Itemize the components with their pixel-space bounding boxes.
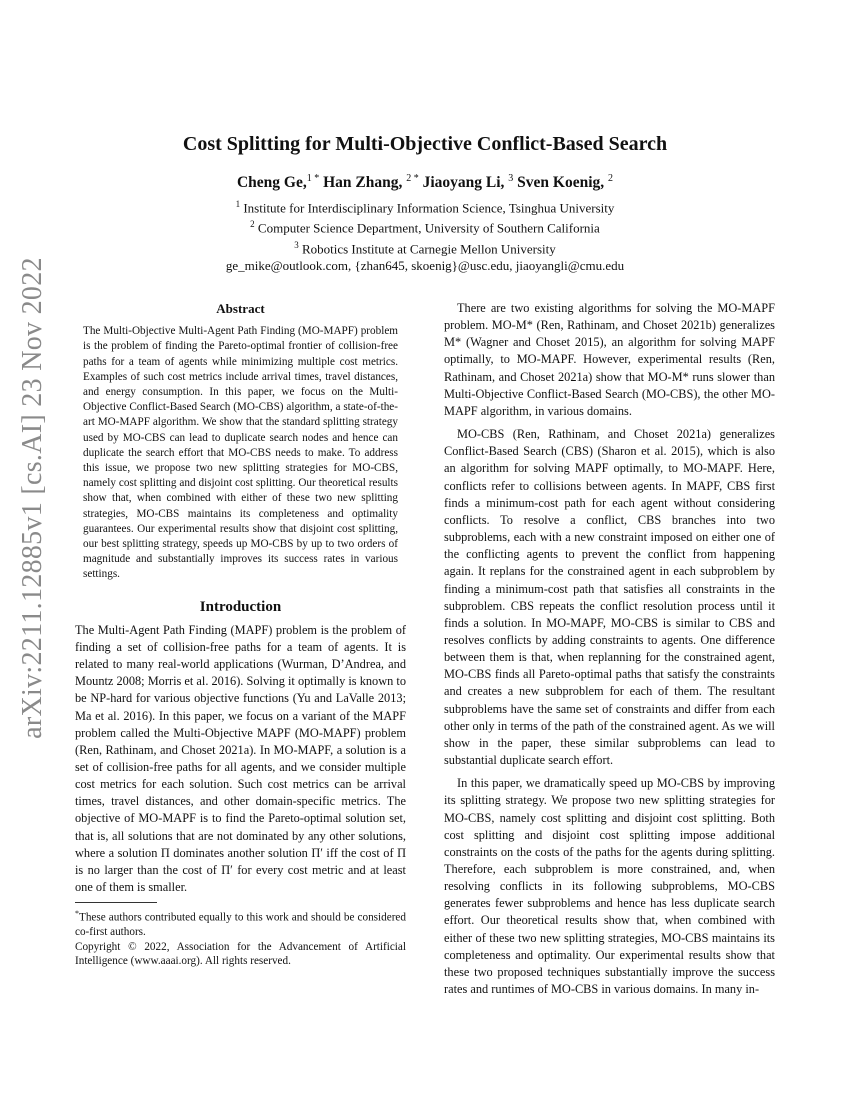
email-line: ge_mike@outlook.com, {zhan645, skoenig}@usc.edu, jiaoyangli@cmu.edu xyxy=(225,257,625,273)
author-affiliation-mark: 2 * xyxy=(406,173,419,184)
footnote-divider xyxy=(75,902,157,903)
arxiv-stamp xyxy=(12,256,54,739)
affiliation-block xyxy=(75,196,775,274)
affiliation-line: $^1$ Institute for Interdisciplinary Information Science, Tsinghua University xyxy=(235,199,615,216)
left-column xyxy=(75,300,406,969)
right-column xyxy=(444,300,775,998)
affiliation-line: $^3$ Robotics Institute at Carnegie Mellon University xyxy=(294,239,556,256)
arxiv-id: arXiv:2211.12885v1 [cs.AI] 23 Nov 2022 xyxy=(17,256,49,739)
abstract-text: The Multi-Objective Multi-Agent Path Finding (MO-MAPF) problem is the problem of finding the Pareto-optimal frontier of collision-free paths for a team of agents while minimizing multiple cost metrics. Examples of such cost metrics include arrival times, travel distances, and energy consumption. In this paper, we focus on the Multi-Objective Conflict-Based Search (MO-CBS) algorithm, a state-of-the-art MO-MAPF algorithm. We show that the standard splitting strategy used by MO-CBS can lead to duplicate search nodes and hence can duplicate the search effort that MO-CBS needs to make. To address this issue, we propose two new splitting strategies for MO-CBS, namely cost splitting and disjoint cost splitting. Our theoretical results show that, when combined with either of these two new splitting strategies, MO-CBS maintains its completeness and optimality guarantees. Our experimental results show that disjoint cost splitting, our best splitting strategy, speeds up MO-CBS by up to two orders of magnitude and substantially improves its success rates in various settings. xyxy=(83,325,398,581)
author-list xyxy=(75,173,775,192)
introduction-paragraph: The Multi-Agent Path Finding (MAPF) problem is the problem of finding a set of collision-free paths for a team of agents. It is related to many real-world applications (Wurman, D’Andrea, and Mountz 2008; Morris et al. 2016). Solving it optimally is known to be NP-hard for various objective functions (Yu and LaValle 2013; Ma et al. 2016). In this paper, we focus on a variant of the MAPF problem called the Multi-Objective MAPF (MO-MAPF) problem (Ren, Rathinam, and Choset 2021a). In MO-MAPF, a solution is a set of collision-free paths for all agents, and we consider multiple cost metrics for each solution. Such cost metrics can be arrival times, travel distances, and other domain-specific metrics. The objective of MO-MAPF is to find the Pareto-optimal solution set, that is, all solutions that are not dominated by any other solutions, where a solution Π dominates another solution Π′ iff the cost of Π is no larger than the cost of Π′ for every cost metric and at least one of them is smaller. xyxy=(75,622,406,895)
body-paragraph: MO-CBS (Ren, Rathinam, and Choset 2021a) generalizes Conflict-Based Search (CBS) (Sharon et al. 2015), which is also an algorithm for solving MAPF optimally, to MO-MAPF. Here, conflicts refer to collisions between agents. In MAPF, CBS first finds a minimum-cost path for each agent without considering conflicts. To resolve a conflict, CBS branches into two subproblems, each with a new constraint imposed on either one of the conflicting agents to prevent the conflict from happening again. It replans for the constrained agent in each subproblem by finding a minimum-cost path that satisfies all constraints in the subproblem. CBS repeats the conflict resolution process until it finds a solution. In MO-MAPF, MO-CBS is similar to CBS and resolves conflicts by adding constraints to agents. One difference between them is that, when replanning for the constrained agent, MO-CBS finds all Pareto-optimal paths that satisfy the constraints and creates a new subproblem for each of them. The resultant subproblems have the same set of constraints and differ from each other only in terms of the path of the constrained agent. As we will show in the paper, these similar subproblems can lead to substantial duplicate search effort. xyxy=(444,427,775,768)
paper-title: Cost Splitting for Multi-Objective Conflict-Based Search xyxy=(182,133,668,155)
body-paragraph: There are two existing algorithms for solving the MO-MAPF problem. MO-M* (Ren, Rathinam, and Choset 2021b) generalizes M* (Wagner and Choset 2015), an algorithm for solving MAPF optimally, to MO-MAPF. However, experimental results (Ren, Rathinam, and Choset 2021a) show that MO-M* runs slower than Multi-Objective Conflict-Based Search (MO-CBS), the other MO-MAPF algorithm, in various domains. xyxy=(444,301,775,418)
author-name: Han Zhang, xyxy=(323,174,403,192)
affiliation-line: $^2$ Computer Science Department, University of Southern California xyxy=(250,219,600,236)
footnote: *These authors contributed equally to this work and should be considered co-first authors. xyxy=(75,909,406,939)
author-name: Sven Koenig, xyxy=(517,174,605,192)
author-affiliation-mark: 3 xyxy=(508,173,514,184)
author-affiliation-mark: 2 xyxy=(608,173,614,184)
abstract-heading: Abstract xyxy=(216,301,265,316)
introduction-heading: Introduction xyxy=(199,598,282,615)
copyright-notice: Copyright © 2022, Association for the Advancement of Artificial Intelligence (www.aaai.org). All rights reserved. xyxy=(75,940,406,968)
author-name: Cheng Ge, xyxy=(236,174,307,192)
body-paragraph: In this paper, we dramatically speed up MO-CBS by improving its splitting strategy. We propose two new splitting strategies for MO-CBS, namely cost splitting and disjoint cost splitting. Both cost splitting and disjoint cost splitting impose additional constraints on the costs of the paths for the agents during splitting. Therefore, each subproblem is more constrained, and, when resolving conflicts in its following subproblems, MO-CBS generates fewer subproblems and hence has less duplicate search effort. Our theoretical results show that, when combined with either of these two new splitting strategies, MO-CBS maintains its completeness and optimality. Our experimental results show that these two proposed techniques substantially improve the success rates and runtimes of MO-CBS in various domains. In many in- xyxy=(444,776,775,997)
author-affiliation-mark: 1 * xyxy=(306,173,320,184)
author-name: Jiaoyang Li, xyxy=(422,174,505,192)
